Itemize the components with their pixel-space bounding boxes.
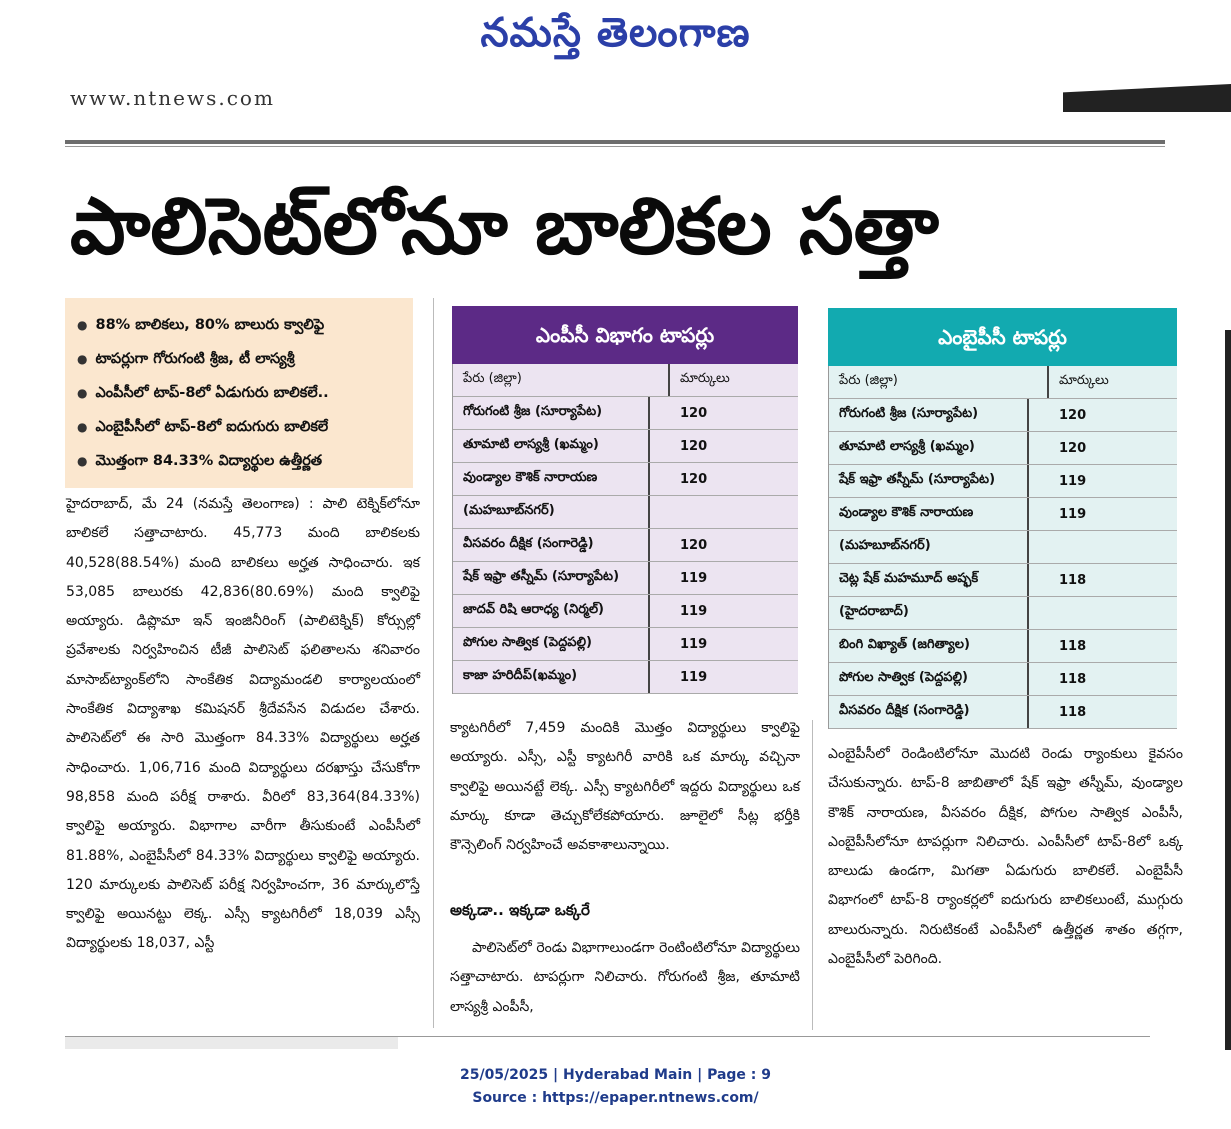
topper-name: జాదవ్‌ రిషి ఆరాధ్య (నిర్మల్‌) xyxy=(453,595,650,627)
topper-marks: 118 xyxy=(1059,638,1087,654)
table-row xyxy=(829,696,1177,729)
topper-marks xyxy=(1029,597,1177,629)
table-header-row xyxy=(829,366,1177,399)
subheading: అక్కడా.. ఇక్కడా ఒక్కరే xyxy=(450,901,590,919)
table-row xyxy=(829,630,1177,663)
bipc-table-title: ఎంబైపీసీ టాపర్లు xyxy=(828,308,1177,366)
column-header-name: పేరు (జిల్లా) xyxy=(829,366,1049,398)
topper-marks: 119 xyxy=(680,603,708,619)
bipc-toppers-table xyxy=(828,308,1177,729)
topper-name: పోగుల సాత్విక (పెద్దపల్లి) xyxy=(453,628,650,660)
topper-marks: 120 xyxy=(680,471,708,487)
bipc-table-body xyxy=(828,366,1177,729)
topper-name: వీసవరం దీక్షిక (సంగారెడ్డి) xyxy=(829,696,1029,728)
topper-marks: 118 xyxy=(1059,671,1087,687)
highlight-item: ● 88% బాలికలు, 80% బాలురు క్వాలిఫై xyxy=(77,308,413,342)
topper-marks: 120 xyxy=(1059,440,1087,456)
topper-name: (హైదరాబాద్‌) xyxy=(829,597,1029,629)
topper-marks: 119 xyxy=(1059,473,1087,489)
topper-marks: 119 xyxy=(680,669,708,685)
table-row xyxy=(829,399,1177,432)
table-row xyxy=(829,498,1177,531)
mpc-toppers-table xyxy=(452,306,798,694)
topper-marks: 120 xyxy=(680,537,708,553)
table-row xyxy=(829,663,1177,696)
topper-marks xyxy=(1029,531,1177,563)
topper-name: తూమాటి లాస్యశ్రీ (ఖమ్మం) xyxy=(453,430,650,462)
topper-name: తూమాటి లాస్యశ్రీ (ఖమ్మం) xyxy=(829,432,1029,464)
topper-marks: 118 xyxy=(1059,704,1087,720)
topper-name: వుండ్యాల కౌశిక్‌ నారాయణ xyxy=(829,498,1029,530)
table-header-row xyxy=(453,364,798,397)
topper-marks xyxy=(650,496,798,528)
topper-name: పోగుల సాత్విక (పెద్దపల్లి) xyxy=(829,663,1029,695)
topper-name: గోరుగంటి శ్రీజ (సూర్యాపేట) xyxy=(829,399,1029,431)
table-row xyxy=(829,531,1177,564)
highlights-box xyxy=(65,298,413,488)
topper-name: (మహబూబ్‌నగర్‌) xyxy=(829,531,1029,563)
article-column-2: క్యాటగిరీలో 7,459 మందికి మొత్తం విద్యార్థులు క్వాలిఫై అయ్యారు. ఎస్సీ, ఎస్టీ క్యాటగిరీ వారికి ఒక మార్కు వచ్చినా క్వాలిఫై అయినట్టే లెక్క. ఎస్సీ క్యాటగిరీలో ఇద్దరు విద్యార్థులు ఒక మార్కు కూడా తెచ్చుకోలేకపోయారు. జూలైలో సీట్ల భర్తీకి కౌన్సెలింగ్‌ నిర్వహించే అవకాశాలున్నాయి. xyxy=(450,720,800,854)
topper-name: కాజా హరిదీప్‌(ఖమ్మం) xyxy=(453,661,650,693)
article-column-3: ఎంబైపీసీలో రెండింటిలోనూ మొదటి రెండు ర్యాంకులు కైవసం చేసుకున్నారు. టాప్‌-8 జాబితాలో షేక్‌ ఇఫ్రా తస్నీమ్‌, వుండ్యాల కౌశిక్‌ నారాయణ, వీసవరం దీక్షిక, పోగుల సాత్విక ఎంపీసీ, ఎంబైపీసీలోనూ టాపర్లుగా నిలిచారు. ఎంపీసీలో టాప్‌-8లో ఒక్క బాలుడు ఉండగా, మిగతా ఏడుగురు బాలికలే. ఎంబైపీసీ విభాగంలో టాప్‌-8 ర్యాంకర్లలో ఐదుగురు బాలికలుంటే, ముగ్గురు బాలురున్నారు. నిరుటికంటే ఎంపీసీలో ఉత్తీర్ణత శాతం తగ్గగా, ఎంబైపీసీలో పెరిగింది. xyxy=(828,746,1183,968)
table-row xyxy=(453,628,798,661)
footer-date-page: 25/05/2025 | Hyderabad Main | Page : 9 xyxy=(459,1067,772,1083)
topper-name: వీసవరం దీక్షిక (సంగారెడ్డి) xyxy=(453,529,650,561)
topper-marks: 119 xyxy=(680,636,708,652)
highlight-item: ● మొత్తంగా 84.33% విద్యార్థుల ఉత్తీర్ణత xyxy=(77,444,413,478)
topper-name: బింగి విఖ్యాత్‌ (జగిత్యాల) xyxy=(829,630,1029,662)
topper-name: షేక్‌ ఇఫ్రా తస్నీమ్‌ (సూర్యాపేట) xyxy=(453,562,650,594)
top-rule xyxy=(65,140,1165,144)
table-row xyxy=(453,562,798,595)
table-row xyxy=(829,432,1177,465)
footer-source: Source : https://epaper.ntnews.com/ xyxy=(472,1090,759,1106)
topper-marks: 120 xyxy=(680,438,708,454)
article-column-1: హైదరాబాద్‌, మే 24 (నమస్తే తెలంగాణ) : పాలి టెక్నిక్‌లోనూ బాలికలే సత్తాచాటారు. 45,773 మంది బాలికలకు 40,528(88.54%) మంది బాలికలు అర్హత సాధించారు. ఇక 53,085 బాలురకు 42,836(80.69%) మంది క్వాలిఫై అయ్యారు. డిప్లొమా ఇన్‌ ఇంజినీరింగ్‌ (పాలిటెక్నిక్‌) కోర్సుల్లో ప్రవేశాలకు నిర్వహించిన టీజీ పాలిసెట్‌ ఫలితాలను శనివారం మాసాబ్‌ట్యాంక్‌లోని సాంకేతిక విద్యామండలి కార్యాలయంలో సాంకేతిక విద్యాశాఖ కమిషనర్‌ శ్రీదేవసేన విడుదల చేశారు. పాలిసెట్‌లో ఈ సారి మొత్తంగా 84.33% విద్యార్థులు అర్హత సాధించారు. 1,06,716 మంది విద్యార్థులు దరఖాస్తు చేసుకోగా 98,858 మంది పరీక్ష రాశారు. వీరిలో 83,364(84.33%) క్వాలిఫై అయ్యారు. విభాగాల వారీగా తీసుకుంటే ఎంపీసీలో 81.88%, ఎంబైపీసీలో 84.33% విద్యార్థులు క్వాలిఫై అయ్యారు. 120 మార్కులకు పాలిసెట్‌ పరీక్ష నిర్వహించగా, 36 మార్కులొస్తే క్వాలిఫై అయినట్టు లెక్క. ఎస్సీ క్యాటగిరీలో 18,039 ఎస్సీ విద్యార్థులకు 18,037, ఎస్టీ xyxy=(66,496,420,952)
topper-name: (మహబూబ్‌నగర్‌) xyxy=(453,496,650,528)
top-rule-thin xyxy=(65,146,1165,147)
table-row xyxy=(453,496,798,529)
column-header-name: పేరు (జిల్లా) xyxy=(453,364,670,396)
highlights-list xyxy=(65,298,413,478)
highlight-item: ● ఎంపీసీలో టాప్‌-8లో ఏడుగురు బాలికలే.. xyxy=(77,376,413,410)
highlight-item: ● ఎంబైపీసీలో టాప్‌-8లో ఐదుగురు బాలికలే xyxy=(77,410,413,444)
topper-name: వుండ్యాల కౌశిక్‌ నారాయణ xyxy=(453,463,650,495)
mpc-table-body xyxy=(452,364,798,694)
topper-name: షేక్‌ ఇఫ్రా తస్నీమ్‌ (సూర్యాపేట) xyxy=(829,465,1029,497)
column-divider-2 xyxy=(812,720,813,1030)
article-column-2-continued: పాలిసెట్‌లో రెండు విభాగాలుండగా రెంటింటిలోనూ విద్యార్థులు సత్తాచాటారు. టాపర్లుగా నిలిచారు. గోరుగంటి శ్రీజ, తూమాటి లాస్యశ్రీ ఎంపీసీ, xyxy=(450,940,800,1015)
table-row xyxy=(453,430,798,463)
topper-marks: 119 xyxy=(680,570,708,586)
table-row xyxy=(829,564,1177,597)
table-row xyxy=(453,661,798,694)
masthead-fragment xyxy=(1063,84,1231,112)
table-row xyxy=(453,595,798,628)
column-divider xyxy=(433,298,434,1028)
topper-marks: 119 xyxy=(1059,506,1087,522)
table-row xyxy=(453,397,798,430)
table-row xyxy=(453,463,798,496)
table-row xyxy=(829,597,1177,630)
masthead-logo: నమస్తే తెలంగాణ xyxy=(480,10,751,56)
topper-name: చెట్ల షేక్‌ మహమూద్‌ అష్ఫక్‌ xyxy=(829,564,1029,596)
column-header-marks: మార్కులు xyxy=(680,371,730,386)
mpc-table-title: ఎంపీసీ విభాగం టాపర్లు xyxy=(452,306,798,364)
topper-marks: 120 xyxy=(1059,407,1087,423)
topper-marks: 118 xyxy=(1059,572,1087,588)
headline: పాలిసెట్‌లోనూ బాలికల సత్తా xyxy=(70,182,939,272)
bottom-band xyxy=(65,1037,398,1049)
topper-marks: 120 xyxy=(680,405,708,421)
website-url: www.ntnews.com xyxy=(70,86,275,110)
topper-name: గోరుగంటి శ్రీజ (సూర్యాపేట) xyxy=(453,397,650,429)
table-row xyxy=(453,529,798,562)
column-header-marks: మార్కులు xyxy=(1059,373,1109,388)
highlight-item: ● టాపర్లుగా గోరుగంటి శ్రీజ, టీ లాస్యశ్రీ xyxy=(77,342,413,376)
page-edge-strip xyxy=(1225,330,1231,1050)
table-row xyxy=(829,465,1177,498)
